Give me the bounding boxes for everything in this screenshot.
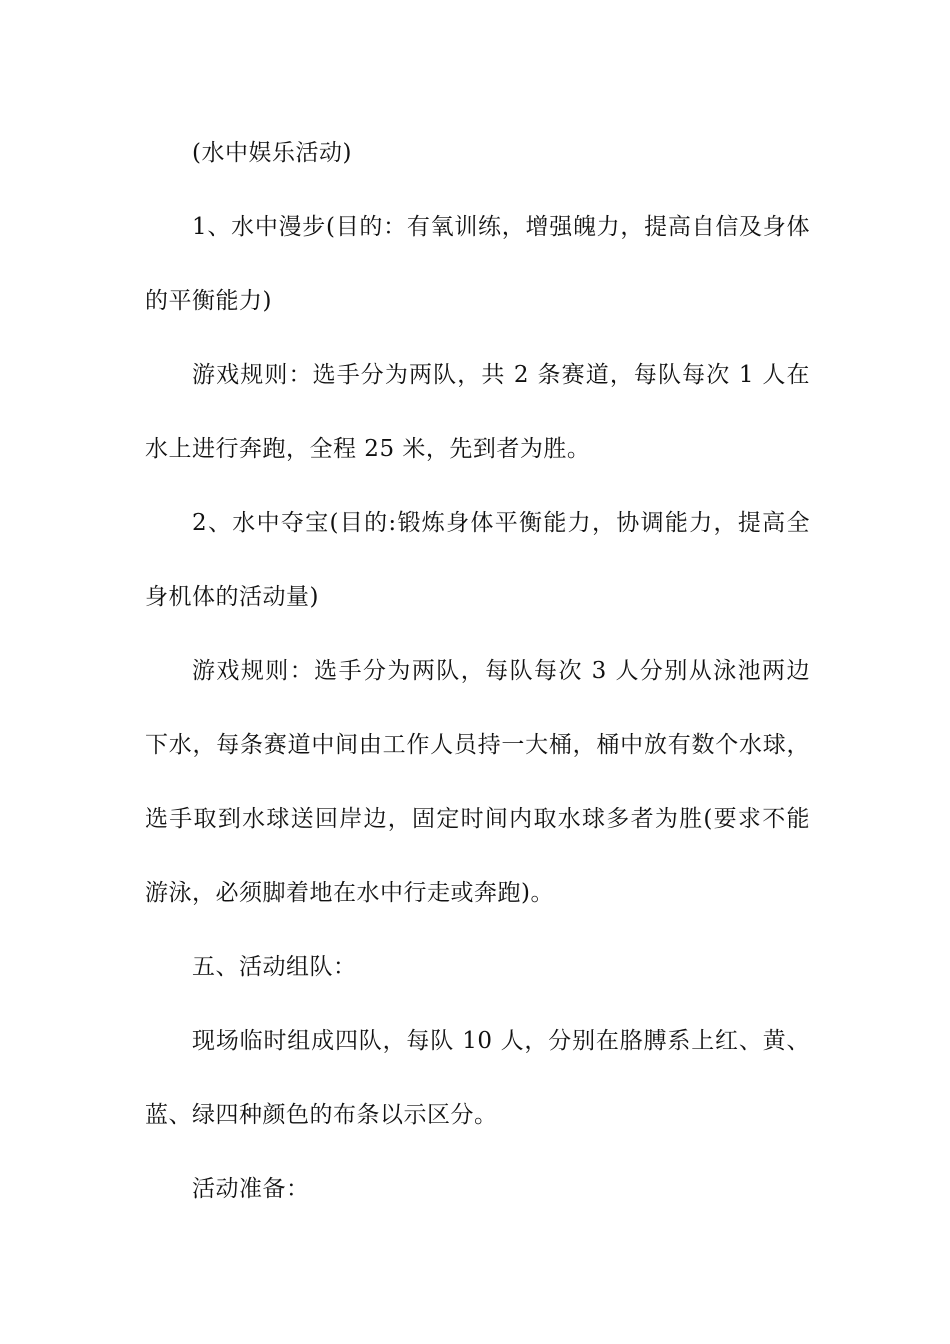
team-formation-text: 现场临时组成四队，每队 10 人，分别在胳膊系上红、黄、蓝、绿四种颜色的布条以示区分。 [145, 1028, 810, 1128]
activity-treasure-hunt-title: 2、水中夺宝(目的:锻炼身体平衡能力，协调能力，提高全身机体的活动量) [145, 510, 810, 610]
activity-water-walk-title: 1、水中漫步(目的：有氧训练，增强魄力，提高自信及身体的平衡能力) [145, 214, 810, 314]
section-heading-preparation: 活动准备： [192, 1176, 310, 1202]
activity-treasure-hunt-rules: 游戏规则：选手分为两队，每队每次 3 人分别从泳池两边下水，每条赛道中间由工作人员持一大桶，桶中放有数个水球，选手取到水球送回岸边，固定时间内取水球多者为胜(要求不能游泳，必须脚着地在水中行走或奔跑)。 [145, 658, 810, 906]
document-body [145, 116, 810, 1226]
section-heading-water-activities: (水中娱乐活动) [192, 140, 352, 166]
activity-water-walk-rules: 游戏规则：选手分为两队，共 2 条赛道，每队每次 1 人在水上进行奔跑，全程 25 米，先到者为胜。 [145, 362, 810, 462]
section-heading-team-formation: 五、活动组队： [192, 954, 357, 980]
